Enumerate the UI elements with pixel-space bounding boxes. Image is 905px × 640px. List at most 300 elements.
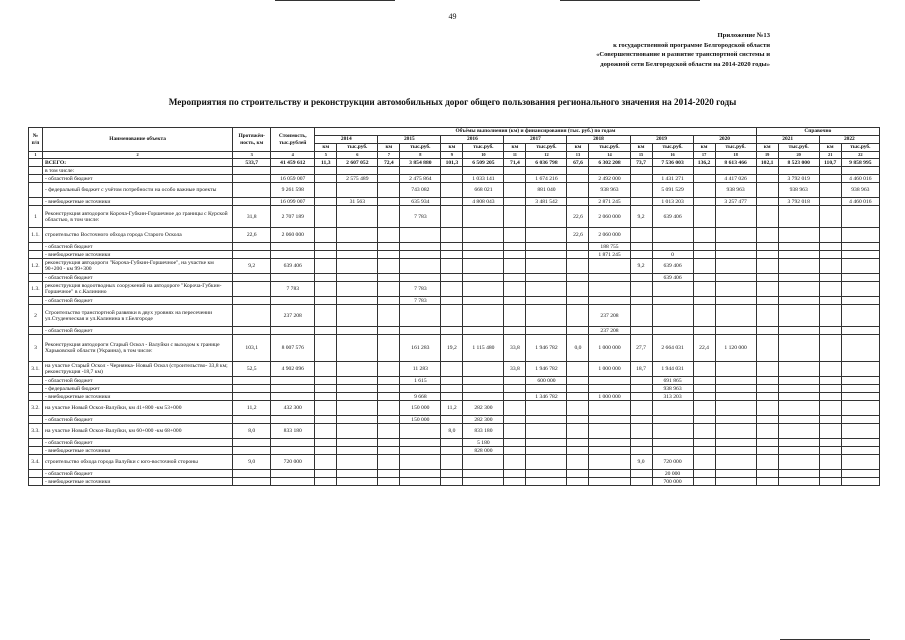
value-cell: 1 946 782 <box>526 335 567 362</box>
value-cell: 22,6 <box>567 206 589 228</box>
value-cell <box>652 447 693 455</box>
value-cell <box>378 251 400 259</box>
value-cell <box>715 327 756 335</box>
value-cell <box>233 282 271 297</box>
value-cell <box>441 305 463 327</box>
value-cell <box>315 274 337 282</box>
row-number-cell: 3.4. <box>29 455 43 470</box>
value-cell <box>567 424 589 439</box>
value-cell <box>400 447 441 455</box>
value-cell <box>567 167 589 175</box>
value-cell <box>567 447 589 455</box>
value-cell <box>693 447 715 455</box>
value-cell: 11,2 <box>233 401 271 416</box>
value-cell <box>715 251 756 259</box>
value-cell <box>567 455 589 470</box>
value-cell <box>337 167 378 175</box>
value-cell <box>378 206 400 228</box>
value-cell <box>693 401 715 416</box>
value-cell: 4 460 016 <box>841 175 879 183</box>
value-cell <box>337 424 378 439</box>
value-cell: 2 607 052 <box>337 159 378 167</box>
value-cell <box>441 243 463 251</box>
value-cell <box>693 274 715 282</box>
value-cell <box>441 274 463 282</box>
value-cell <box>315 243 337 251</box>
column-number: 13 <box>567 152 589 159</box>
value-cell <box>337 478 378 486</box>
value-cell <box>715 447 756 455</box>
value-cell <box>315 393 337 401</box>
scan-mark <box>560 0 700 1</box>
value-cell <box>841 282 879 297</box>
value-cell: 8 613 466 <box>715 159 756 167</box>
value-cell <box>693 327 715 335</box>
header-unit-km: км <box>378 144 400 152</box>
row-number-cell <box>29 439 43 447</box>
value-cell <box>778 439 819 447</box>
value-cell <box>778 401 819 416</box>
header-cost: Стоимость, тыс.рублей <box>271 128 315 152</box>
value-cell <box>589 167 630 175</box>
value-cell <box>567 327 589 335</box>
value-cell <box>819 251 841 259</box>
row-number-cell: 3.1. <box>29 362 43 377</box>
value-cell <box>715 455 756 470</box>
value-cell: 3 257 477 <box>715 198 756 206</box>
value-cell: 9,2 <box>630 259 652 274</box>
object-name-cell: ВСЕГО: <box>43 159 233 167</box>
value-cell <box>693 470 715 478</box>
value-cell <box>841 274 879 282</box>
value-cell <box>819 393 841 401</box>
value-cell <box>693 385 715 393</box>
value-cell <box>778 416 819 424</box>
value-cell <box>715 416 756 424</box>
header-unit-km: км <box>756 144 778 152</box>
value-cell <box>315 401 337 416</box>
value-cell: 881 040 <box>526 183 567 198</box>
value-cell: 237 208 <box>589 327 630 335</box>
value-cell <box>337 447 378 455</box>
value-cell <box>315 362 337 377</box>
value-cell <box>271 416 315 424</box>
value-cell <box>819 385 841 393</box>
value-cell <box>693 183 715 198</box>
value-cell <box>652 305 693 327</box>
value-cell <box>233 478 271 486</box>
table-row <box>29 335 880 362</box>
value-cell <box>819 424 841 439</box>
value-cell <box>504 447 526 455</box>
value-cell <box>400 455 441 470</box>
value-cell <box>756 455 778 470</box>
value-cell <box>715 478 756 486</box>
value-cell: 639 406 <box>271 259 315 274</box>
table-row <box>29 282 880 297</box>
row-number-cell <box>29 167 43 175</box>
value-cell <box>400 251 441 259</box>
value-cell <box>756 327 778 335</box>
value-cell <box>441 198 463 206</box>
value-cell <box>756 167 778 175</box>
value-cell <box>441 228 463 243</box>
value-cell <box>233 447 271 455</box>
value-cell <box>378 362 400 377</box>
value-cell: 8 523 000 <box>778 159 819 167</box>
value-cell <box>693 282 715 297</box>
value-cell: 2 664 031 <box>652 335 693 362</box>
value-cell <box>693 167 715 175</box>
value-cell <box>567 478 589 486</box>
value-cell <box>504 251 526 259</box>
value-cell <box>526 455 567 470</box>
object-name-cell: - внебюджетные источники <box>43 447 233 455</box>
value-cell: 7 783 <box>400 282 441 297</box>
value-cell <box>378 243 400 251</box>
header-year: 2021 <box>756 136 819 144</box>
value-cell <box>630 439 652 447</box>
value-cell <box>315 455 337 470</box>
value-cell <box>504 274 526 282</box>
value-cell <box>589 282 630 297</box>
value-cell <box>630 416 652 424</box>
value-cell <box>819 439 841 447</box>
value-cell <box>630 424 652 439</box>
value-cell <box>819 183 841 198</box>
value-cell: 2 475 864 <box>400 175 441 183</box>
value-cell <box>567 183 589 198</box>
value-cell <box>233 305 271 327</box>
header-unit-rub: тыс.руб. <box>463 144 504 152</box>
value-cell: 8,0 <box>441 424 463 439</box>
value-cell <box>567 198 589 206</box>
value-cell <box>463 228 504 243</box>
value-cell <box>441 327 463 335</box>
header-num: № п/п <box>29 128 43 152</box>
value-cell <box>567 439 589 447</box>
value-cell <box>567 274 589 282</box>
value-cell <box>778 305 819 327</box>
value-cell: 3 792 019 <box>778 175 819 183</box>
value-cell <box>841 385 879 393</box>
value-cell <box>841 478 879 486</box>
value-cell <box>778 327 819 335</box>
value-cell: 8,0 <box>233 424 271 439</box>
value-cell <box>630 327 652 335</box>
value-cell <box>630 305 652 327</box>
value-cell <box>504 455 526 470</box>
value-cell <box>400 470 441 478</box>
value-cell <box>819 327 841 335</box>
value-cell <box>271 447 315 455</box>
value-cell <box>693 198 715 206</box>
value-cell <box>778 274 819 282</box>
value-cell <box>526 327 567 335</box>
value-cell <box>630 198 652 206</box>
value-cell <box>819 455 841 470</box>
value-cell: 150 000 <box>400 401 441 416</box>
object-name-cell: на участке Старый Оскол - Чернянка- Новый Оскол (строительство- 33,8 км; реконструкция -18,7 км) <box>43 362 233 377</box>
value-cell <box>567 259 589 274</box>
value-cell <box>400 385 441 393</box>
value-cell <box>315 447 337 455</box>
row-number-cell <box>29 327 43 335</box>
value-cell: 102,1 <box>756 159 778 167</box>
table-row <box>29 385 880 393</box>
table-row <box>29 439 880 447</box>
value-cell <box>567 416 589 424</box>
value-cell <box>778 362 819 377</box>
value-cell <box>756 206 778 228</box>
value-cell: 1 944 031 <box>652 362 693 377</box>
value-cell <box>589 424 630 439</box>
value-cell <box>441 447 463 455</box>
value-cell <box>715 424 756 439</box>
value-cell <box>693 439 715 447</box>
value-cell <box>652 228 693 243</box>
value-cell: 432 300 <box>271 401 315 416</box>
header-year: 2015 <box>378 136 441 144</box>
value-cell <box>819 335 841 362</box>
value-cell <box>715 470 756 478</box>
header-unit-km: км <box>693 144 715 152</box>
value-cell: 639 406 <box>652 274 693 282</box>
value-cell <box>233 243 271 251</box>
value-cell <box>756 243 778 251</box>
header-reference: Справочно <box>756 128 879 136</box>
value-cell <box>504 470 526 478</box>
value-cell <box>756 424 778 439</box>
value-cell: 22,4 <box>693 335 715 362</box>
value-cell <box>441 175 463 183</box>
value-cell <box>504 439 526 447</box>
appendix-line-1: Приложение №13 <box>717 32 770 39</box>
value-cell <box>526 416 567 424</box>
value-cell <box>315 377 337 385</box>
table-row <box>29 228 880 243</box>
value-cell <box>315 335 337 362</box>
value-cell <box>693 424 715 439</box>
header-unit-rub: тыс.руб. <box>715 144 756 152</box>
value-cell: 833 180 <box>271 424 315 439</box>
table-row <box>29 424 880 439</box>
value-cell: 2 575 489 <box>337 175 378 183</box>
value-cell <box>441 282 463 297</box>
value-cell <box>271 377 315 385</box>
value-cell <box>693 206 715 228</box>
value-cell: 2 707 189 <box>271 206 315 228</box>
value-cell <box>400 259 441 274</box>
value-cell <box>819 447 841 455</box>
value-cell <box>778 470 819 478</box>
value-cell <box>271 439 315 447</box>
value-cell: 11,2 <box>441 401 463 416</box>
value-cell: 9,0 <box>233 455 271 470</box>
value-cell <box>504 198 526 206</box>
table-row <box>29 274 880 282</box>
value-cell <box>756 416 778 424</box>
header-unit-km: км <box>504 144 526 152</box>
value-cell <box>271 274 315 282</box>
value-cell: 1 000 000 <box>589 335 630 362</box>
value-cell <box>693 377 715 385</box>
value-cell <box>271 393 315 401</box>
value-cell: 110,7 <box>819 159 841 167</box>
value-cell <box>841 401 879 416</box>
header-unit-rub: тыс.руб. <box>841 144 879 152</box>
value-cell <box>463 470 504 478</box>
value-cell: 1 431 271 <box>652 175 693 183</box>
value-cell <box>337 243 378 251</box>
value-cell <box>271 251 315 259</box>
value-cell: 18,7 <box>630 362 652 377</box>
header-volumes: Объёмы выполнения (км) и финансирования (тыс. руб.) по годам <box>315 128 756 136</box>
table-row <box>29 416 880 424</box>
value-cell <box>315 478 337 486</box>
header-unit-rub: тыс.руб. <box>526 144 567 152</box>
value-cell: 237 208 <box>589 305 630 327</box>
value-cell <box>526 282 567 297</box>
value-cell: 2 871 245 <box>589 198 630 206</box>
row-number-cell <box>29 198 43 206</box>
value-cell <box>778 393 819 401</box>
value-cell <box>778 447 819 455</box>
value-cell <box>400 274 441 282</box>
value-cell: 2 492 000 <box>589 175 630 183</box>
value-cell: 0 <box>652 251 693 259</box>
value-cell <box>841 439 879 447</box>
value-cell: 720 000 <box>271 455 315 470</box>
value-cell <box>463 297 504 305</box>
value-cell <box>693 243 715 251</box>
value-cell <box>778 455 819 470</box>
value-cell: 691 865 <box>652 377 693 385</box>
value-cell <box>400 167 441 175</box>
row-number-cell: 1.1. <box>29 228 43 243</box>
header-unit-rub: тыс.руб. <box>589 144 630 152</box>
column-number: 14 <box>589 152 630 159</box>
value-cell <box>630 167 652 175</box>
value-cell: 52,5 <box>233 362 271 377</box>
value-cell <box>233 198 271 206</box>
value-cell <box>378 393 400 401</box>
value-cell <box>378 183 400 198</box>
value-cell <box>567 401 589 416</box>
value-cell <box>337 206 378 228</box>
value-cell <box>841 297 879 305</box>
value-cell <box>756 305 778 327</box>
value-cell <box>778 206 819 228</box>
value-cell <box>693 259 715 274</box>
value-cell <box>526 259 567 274</box>
value-cell <box>400 243 441 251</box>
column-number: 16 <box>652 152 693 159</box>
table-row <box>29 259 880 274</box>
value-cell: 4 808 043 <box>463 198 504 206</box>
value-cell <box>630 385 652 393</box>
object-name-cell: - областной бюджет <box>43 327 233 335</box>
value-cell <box>756 362 778 377</box>
value-cell <box>271 385 315 393</box>
value-cell: 31 563 <box>337 198 378 206</box>
value-cell <box>271 327 315 335</box>
table-row <box>29 377 880 385</box>
value-cell <box>337 439 378 447</box>
value-cell <box>233 297 271 305</box>
column-number: 3 <box>233 152 271 159</box>
value-cell: 6 509 205 <box>463 159 504 167</box>
value-cell <box>715 282 756 297</box>
object-name-cell: - областной бюджет <box>43 470 233 478</box>
value-cell <box>337 393 378 401</box>
value-cell <box>233 377 271 385</box>
header-length: Протяжён-ность, км <box>233 128 271 152</box>
value-cell <box>652 424 693 439</box>
value-cell <box>441 385 463 393</box>
value-cell <box>441 393 463 401</box>
object-name-cell: - областной бюджет <box>43 297 233 305</box>
value-cell <box>841 393 879 401</box>
value-cell <box>841 259 879 274</box>
value-cell <box>693 228 715 243</box>
value-cell <box>630 470 652 478</box>
value-cell: 33,8 <box>504 362 526 377</box>
value-cell <box>463 259 504 274</box>
value-cell <box>841 335 879 362</box>
value-cell <box>441 259 463 274</box>
value-cell <box>756 447 778 455</box>
scan-mark <box>275 0 395 1</box>
value-cell <box>315 183 337 198</box>
column-number: 1 <box>29 152 43 159</box>
value-cell: 3 854 880 <box>400 159 441 167</box>
value-cell <box>652 297 693 305</box>
object-name-cell: строительство Восточного обхода города Старого Оскола <box>43 228 233 243</box>
value-cell <box>819 401 841 416</box>
value-cell <box>756 175 778 183</box>
value-cell: 743 082 <box>400 183 441 198</box>
value-cell: 0,0 <box>567 335 589 362</box>
value-cell <box>756 470 778 478</box>
value-cell <box>526 424 567 439</box>
object-name-cell: реконструкция водоотводных сооружений на автодороге "Короча-Губкин-Горшечное" в с.Калинино <box>43 282 233 297</box>
value-cell <box>463 206 504 228</box>
value-cell <box>756 297 778 305</box>
row-number-cell <box>29 478 43 486</box>
value-cell <box>463 282 504 297</box>
value-cell <box>778 259 819 274</box>
value-cell <box>756 377 778 385</box>
value-cell <box>841 416 879 424</box>
value-cell <box>756 259 778 274</box>
value-cell <box>463 305 504 327</box>
value-cell <box>819 206 841 228</box>
value-cell <box>693 305 715 327</box>
value-cell <box>630 274 652 282</box>
header-unit-km: км <box>819 144 841 152</box>
page-number: 49 <box>448 12 457 21</box>
value-cell <box>819 362 841 377</box>
value-cell: 150 000 <box>400 416 441 424</box>
value-cell <box>271 297 315 305</box>
value-cell <box>756 478 778 486</box>
value-cell <box>715 401 756 416</box>
value-cell <box>233 175 271 183</box>
value-cell <box>715 206 756 228</box>
value-cell: 6 036 798 <box>526 159 567 167</box>
value-cell <box>271 478 315 486</box>
